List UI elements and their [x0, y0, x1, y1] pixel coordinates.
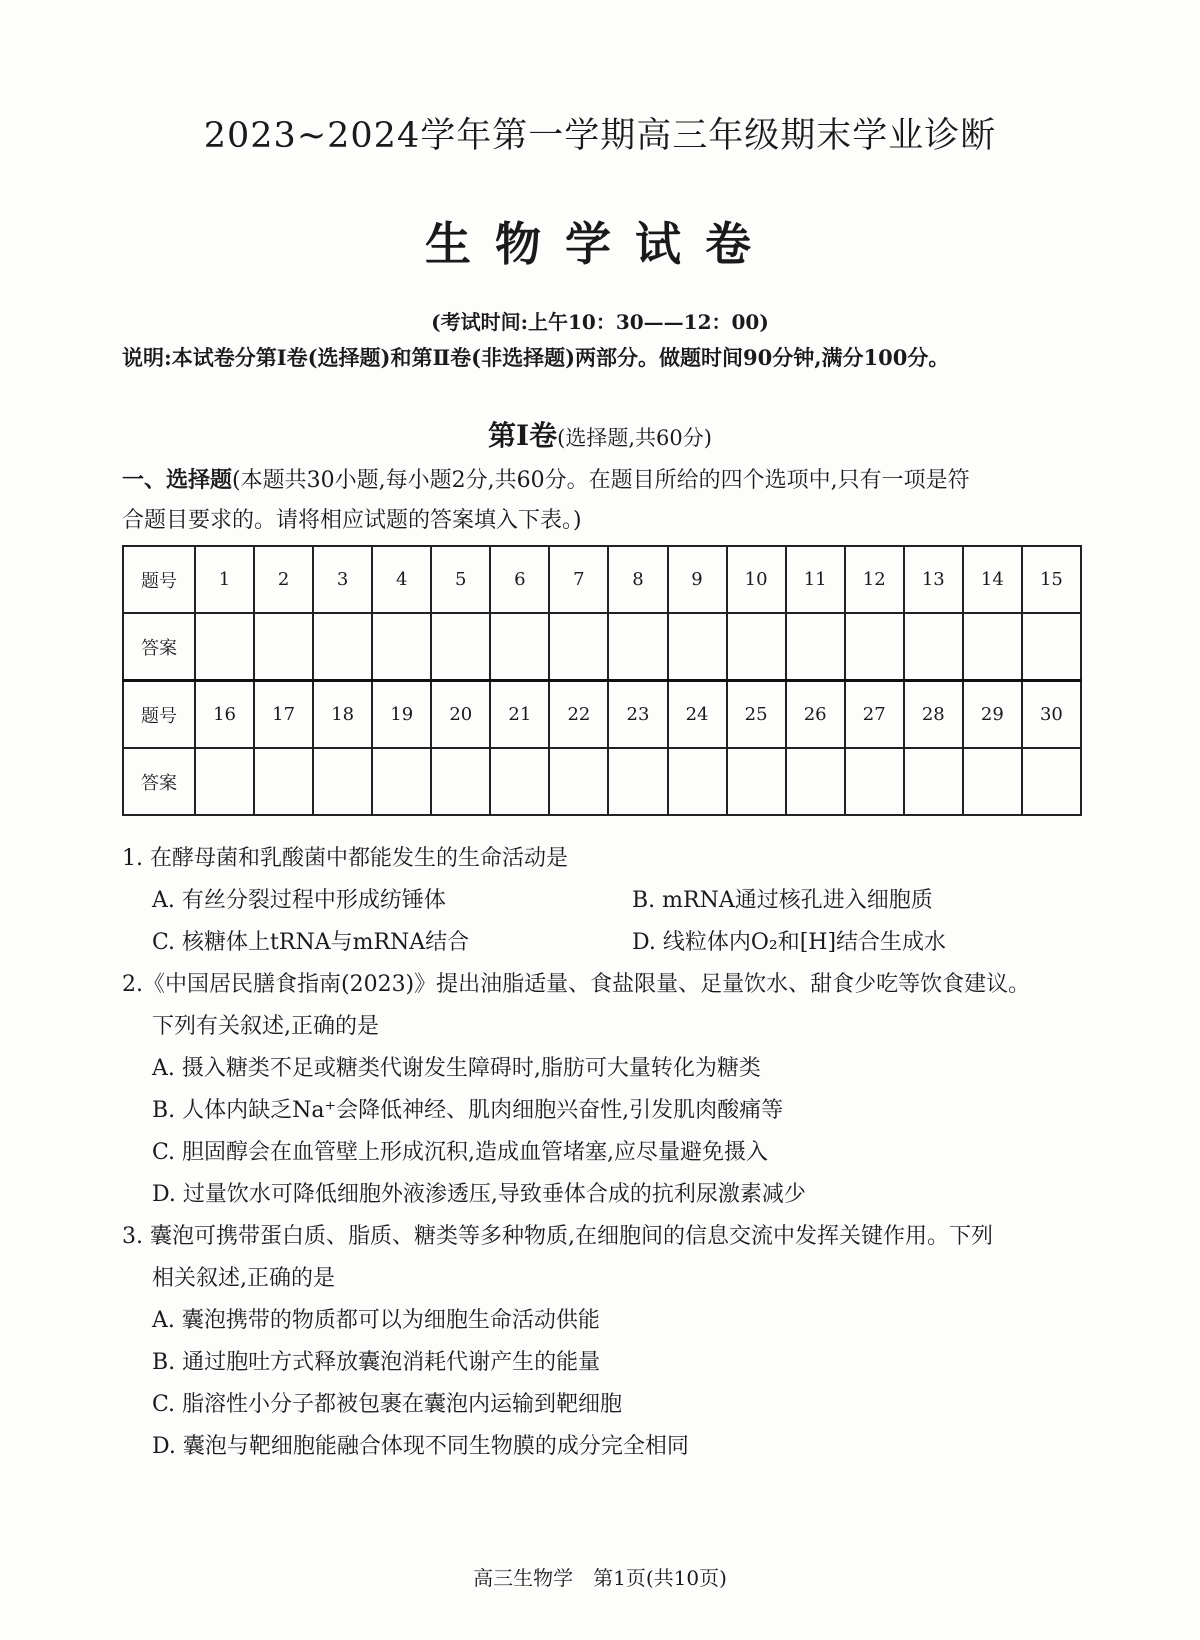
question-number: 13 [904, 546, 963, 613]
part-heading [0, 414, 1200, 454]
answer-grid [122, 545, 1082, 816]
question-stem-continued: 下列有关叙述,正确的是 [152, 1014, 379, 1039]
question-number: 3 [313, 546, 372, 613]
answer-cell [372, 748, 431, 815]
question-number: 5 [431, 546, 490, 613]
option-b: B. mRNA通过核孔进入细胞质 [632, 888, 933, 913]
answer-cell [786, 748, 845, 815]
question-number: 23 [608, 681, 667, 749]
row-label: 答案 [123, 748, 195, 815]
option-c: C. 胆固醇会在血管壁上形成沉积,造成血管堵塞,应尽量避免摄入 [152, 1140, 769, 1165]
question-number: 7 [549, 546, 608, 613]
answer-cell [608, 748, 667, 815]
answer-cell [608, 613, 667, 681]
exam-time: (考试时间:上午10：30——12：00) [431, 310, 769, 334]
answer-cell [254, 613, 313, 681]
answer-cell [431, 613, 490, 681]
question-3 [122, 1216, 1082, 1468]
question-1 [122, 838, 1082, 964]
question-number: 22 [549, 681, 608, 749]
question-number: 24 [668, 681, 727, 749]
question-number: 30 [1022, 681, 1081, 749]
question-number: 8 [608, 546, 667, 613]
option-c: C. 核糖体上tRNA与mRNA结合 [152, 930, 470, 955]
section-instructions [122, 460, 1082, 541]
question-2 [122, 964, 1082, 1216]
answer-cell [845, 748, 904, 815]
question-number: 1 [195, 546, 254, 613]
answer-cell [786, 613, 845, 681]
answer-cell [963, 613, 1022, 681]
question-number: 9 [668, 546, 727, 613]
option-b: B. 通过胞吐方式释放囊泡消耗代谢产生的能量 [152, 1350, 601, 1375]
option-row [122, 922, 1082, 964]
answer-row-1 [123, 613, 1081, 681]
question-number: 2 [254, 546, 313, 613]
question-stem-continued: 相关叙述,正确的是 [152, 1266, 335, 1291]
answer-cell [490, 613, 549, 681]
number-row-2 [123, 681, 1081, 749]
question-number: 28 [904, 681, 963, 749]
exam-title: 2023~2024学年第一学期高三年级期末学业诊断 [203, 116, 997, 156]
question-stem: 3. 囊泡可携带蛋白质、脂质、糖类等多种物质,在细胞间的信息交流中发挥关键作用。下列 [122, 1224, 993, 1249]
question-number: 27 [845, 681, 904, 749]
question-number: 10 [727, 546, 786, 613]
question-number: 15 [1022, 546, 1081, 613]
answer-cell [963, 748, 1022, 815]
answer-cell [668, 748, 727, 815]
option-c: C. 脂溶性小分子都被包裹在囊泡内运输到靶细胞 [152, 1392, 623, 1417]
row-label: 答案 [123, 613, 195, 681]
answer-cell [195, 613, 254, 681]
question-number: 14 [963, 546, 1022, 613]
question-number: 21 [490, 681, 549, 749]
question-number: 19 [372, 681, 431, 749]
option-a: A. 摄入糖类不足或糖类代谢发生障碍时,脂肪可大量转化为糖类 [152, 1056, 761, 1081]
answer-cell [195, 748, 254, 815]
question-number: 6 [490, 546, 549, 613]
row-label: 题号 [123, 546, 195, 613]
answer-cell [372, 613, 431, 681]
instructions: 说明:本试卷分第Ⅰ卷(选择题)和第Ⅱ卷(非选择题)两部分。做题时间90分钟,满分100分。 [122, 345, 950, 370]
option-d: D. 过量饮水可降低细胞外液渗透压,导致垂体合成的抗利尿激素减少 [152, 1182, 806, 1207]
answer-cell [727, 613, 786, 681]
part-heading-note: (选择题,共60分) [557, 426, 712, 450]
section-text-line2: 合题目要求的。请将相应试题的答案填入下表。) [122, 508, 582, 533]
question-number: 26 [786, 681, 845, 749]
question-number: 18 [313, 681, 372, 749]
answer-cell [845, 613, 904, 681]
option-a: A. 有丝分裂过程中形成纺锤体 [152, 888, 446, 913]
answer-cell [254, 748, 313, 815]
answer-cell [549, 748, 608, 815]
answer-cell [1022, 748, 1081, 815]
part-heading-main: 第Ⅰ卷 [488, 419, 558, 452]
answer-cell [727, 748, 786, 815]
option-a: A. 囊泡携带的物质都可以为细胞生命活动供能 [152, 1308, 600, 1333]
option-d: D. 囊泡与靶细胞能融合体现不同生物膜的成分完全相同 [152, 1434, 689, 1459]
answer-cell [313, 748, 372, 815]
option-row [122, 880, 1082, 922]
question-number: 4 [372, 546, 431, 613]
answer-cell [313, 613, 372, 681]
section-lead: 一、选择题 [122, 467, 233, 493]
option-d: D. 线粒体内O₂和[H]结合生成水 [632, 930, 947, 955]
subject-title: 生物学试卷 [425, 217, 775, 271]
answer-cell [490, 748, 549, 815]
question-list [122, 838, 1082, 1468]
answer-cell [904, 748, 963, 815]
question-stem: 1. 在酵母菌和乳酸菌中都能发生的生命活动是 [122, 846, 568, 871]
question-number: 12 [845, 546, 904, 613]
number-row-1 [123, 546, 1081, 613]
question-number: 29 [963, 681, 1022, 749]
question-number: 20 [431, 681, 490, 749]
answer-cell [431, 748, 490, 815]
question-stem: 2.《中国居民膳食指南(2023)》提出油脂适量、食盐限量、足量饮水、甜食少吃等饮食建议。 [122, 972, 1031, 997]
question-number: 25 [727, 681, 786, 749]
option-b: B. 人体内缺乏Na⁺会降低神经、肌肉细胞兴奋性,引发肌肉酸痛等 [152, 1098, 784, 1123]
answer-cell [668, 613, 727, 681]
answer-cell [1022, 613, 1081, 681]
answer-cell [904, 613, 963, 681]
section-text-line1: (本题共30小题,每小题2分,共60分。在题目所给的四个选项中,只有一项是符 [232, 468, 970, 493]
page-footer: 高三生物学 第1页(共10页) [473, 1566, 727, 1590]
question-number: 16 [195, 681, 254, 749]
row-label: 题号 [123, 681, 195, 749]
question-number: 11 [786, 546, 845, 613]
answer-cell [549, 613, 608, 681]
answer-row-2 [123, 748, 1081, 815]
question-number: 17 [254, 681, 313, 749]
